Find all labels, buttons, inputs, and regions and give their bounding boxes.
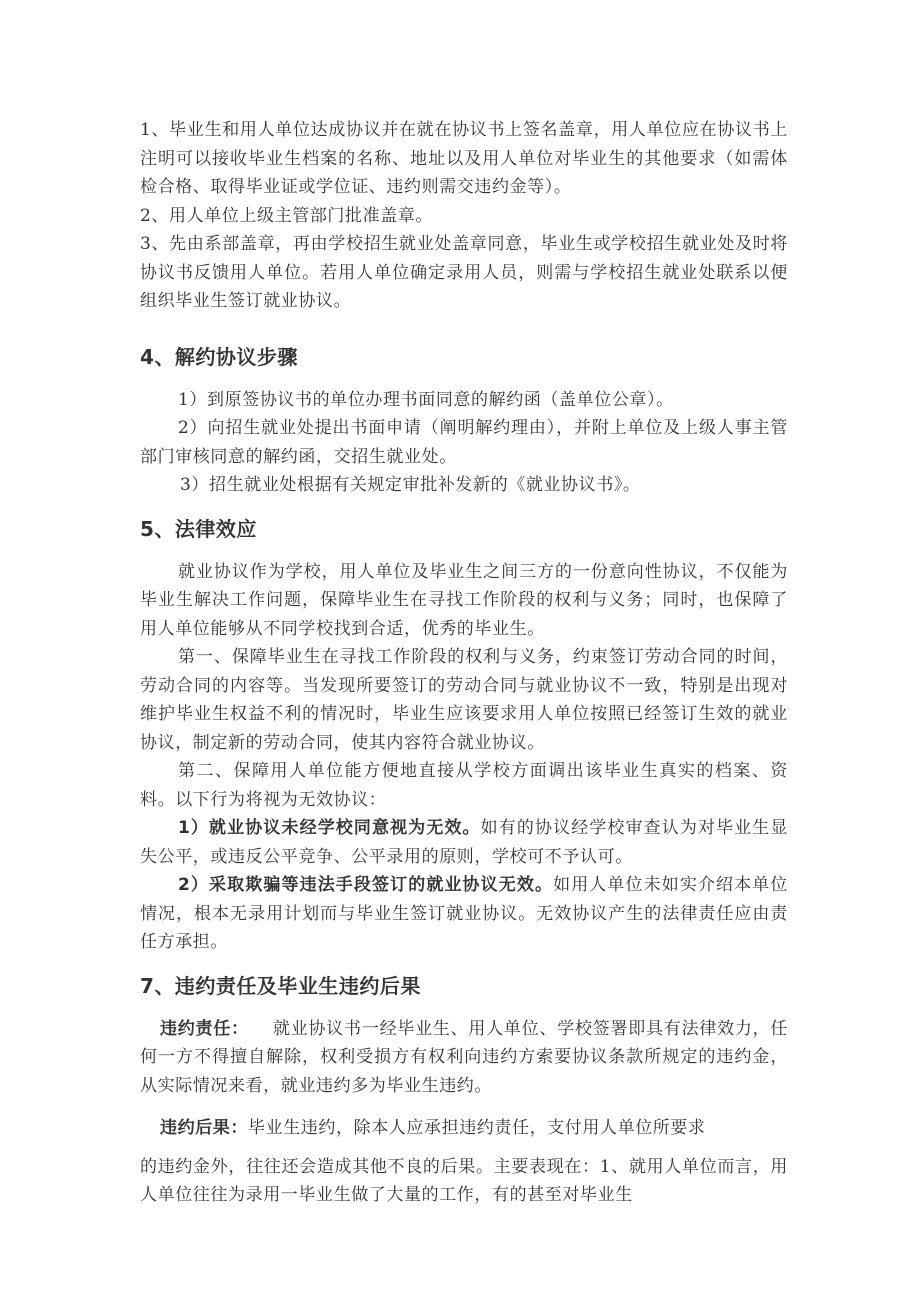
paragraph-breach-consequence-line1 bbox=[140, 1114, 788, 1143]
paragraph-legal-effect-second: 第二、保障用人单位能方便地直接从学校方面调出该毕业生真实的档案、资料。以下行为将视为无效协议： bbox=[140, 761, 788, 810]
invalid-item-2-text: 如用人单位未如实介绍本单位情况，根本无录用计划而与毕业生签订就业协议。无效协议产生的法律责任应由责任方承担。 bbox=[140, 875, 788, 952]
paragraph-sign-step-1: 1、毕业生和用人单位达成协议并在就在协议书上签名盖章，用人单位应在协议书上注明可以接收毕业生档案的名称、地址以及用人单位对毕业生的其他要求（如需体检合格、取得毕业证或学位证、违约则需交违约金等）。 bbox=[140, 120, 788, 197]
term-breach-liability: 违约责任： bbox=[160, 1018, 249, 1039]
invalid-item-2-title: 2）采取欺骗等违法手段签订的就业协议无效。 bbox=[178, 875, 554, 895]
paragraph-breach-consequence-rest: 的违约金外，往往还会造成其他不良的后果。主要表现在：1、就用人单位而言，用人单位往往为录用一毕业生做了大量的工作，有的甚至对毕业生 bbox=[140, 1156, 788, 1205]
paragraph-breach-liability bbox=[140, 1015, 788, 1101]
cancel-step-2: 2）向招生就业处提出书面申请（阐明解约理由），并附上单位及上级人事主管部门审核同意的解约函，交招生就业处。 bbox=[140, 418, 788, 467]
paragraph-sign-step-2: 2、用人单位上级主管部门批准盖章。 bbox=[140, 205, 434, 226]
invalid-agreement-item-1 bbox=[140, 814, 788, 871]
invalid-item-1-text: 如有的协议经学校审查认为对毕业生显失公平，或违反公平竞争、公平录用的原则，学校可不予认可。 bbox=[140, 818, 788, 867]
heading-breach: 7、违约责任及毕业生违约后果 bbox=[140, 973, 421, 998]
invalid-agreement-item-2 bbox=[140, 871, 788, 957]
paragraph-sign-step-3: 3、先由系部盖章，再由学校招生就业处盖章同意，毕业生或学校招生就业处及时将协议书反馈用人单位。若用人单位确定录用人员，则需与学校招生就业处联系以便组织毕业生签订就业协议。 bbox=[140, 234, 788, 311]
document-page bbox=[140, 116, 788, 1210]
invalid-item-1-title: 1）就业协议未经学校同意视为无效。 bbox=[178, 818, 481, 838]
paragraph-legal-effect-intro: 就业协议作为学校，用人单位及毕业生之间三方的一份意向性协议，不仅能为毕业生解决工作问题，保障毕业生在寻找工作阶段的权利与义务；同时，也保障了用人单位能够从不同学校找到合适，优秀的毕业生。 bbox=[140, 561, 788, 639]
cancel-step-1: 1）到原签协议书的单位办理书面同意的解约函（盖单位公章）。 bbox=[178, 389, 674, 410]
paragraph-legal-effect-first: 第一、保障毕业生在寻找工作阶段的权利与义务，约束签订劳动合同的时间，劳动合同的内容等。当发现所要签订的劳动合同与就业协议不一致，特别是出现对维护毕业生权益不利的情况时，毕业生应该要求用人单位按照已经签订生效的就业协议，制定新的劳动合同，使其内容符合就业协议。 bbox=[140, 647, 788, 753]
breach-consequence-text-a: 毕业生违约，除本人应承担违约责任，支付用人单位所要求 bbox=[248, 1118, 706, 1138]
breach-liability-text: 就业协议书一经毕业生、用人单位、学校签署即具有法律效力，任何一方不得擅自解除，权利受损方有权利向违约方索要协议条款所规定的违约金，从实际情况来看，就业违约多为毕业生违约。 bbox=[140, 1018, 788, 1096]
heading-cancel-steps: 4、解约协议步骤 bbox=[140, 344, 298, 369]
heading-legal-effect: 5、法律效应 bbox=[140, 516, 257, 541]
cancel-step-3: 3）招生就业处根据有关规定审批补发新的《就业协议书》。 bbox=[180, 475, 641, 495]
term-breach-consequence: 违约后果： bbox=[160, 1118, 248, 1138]
